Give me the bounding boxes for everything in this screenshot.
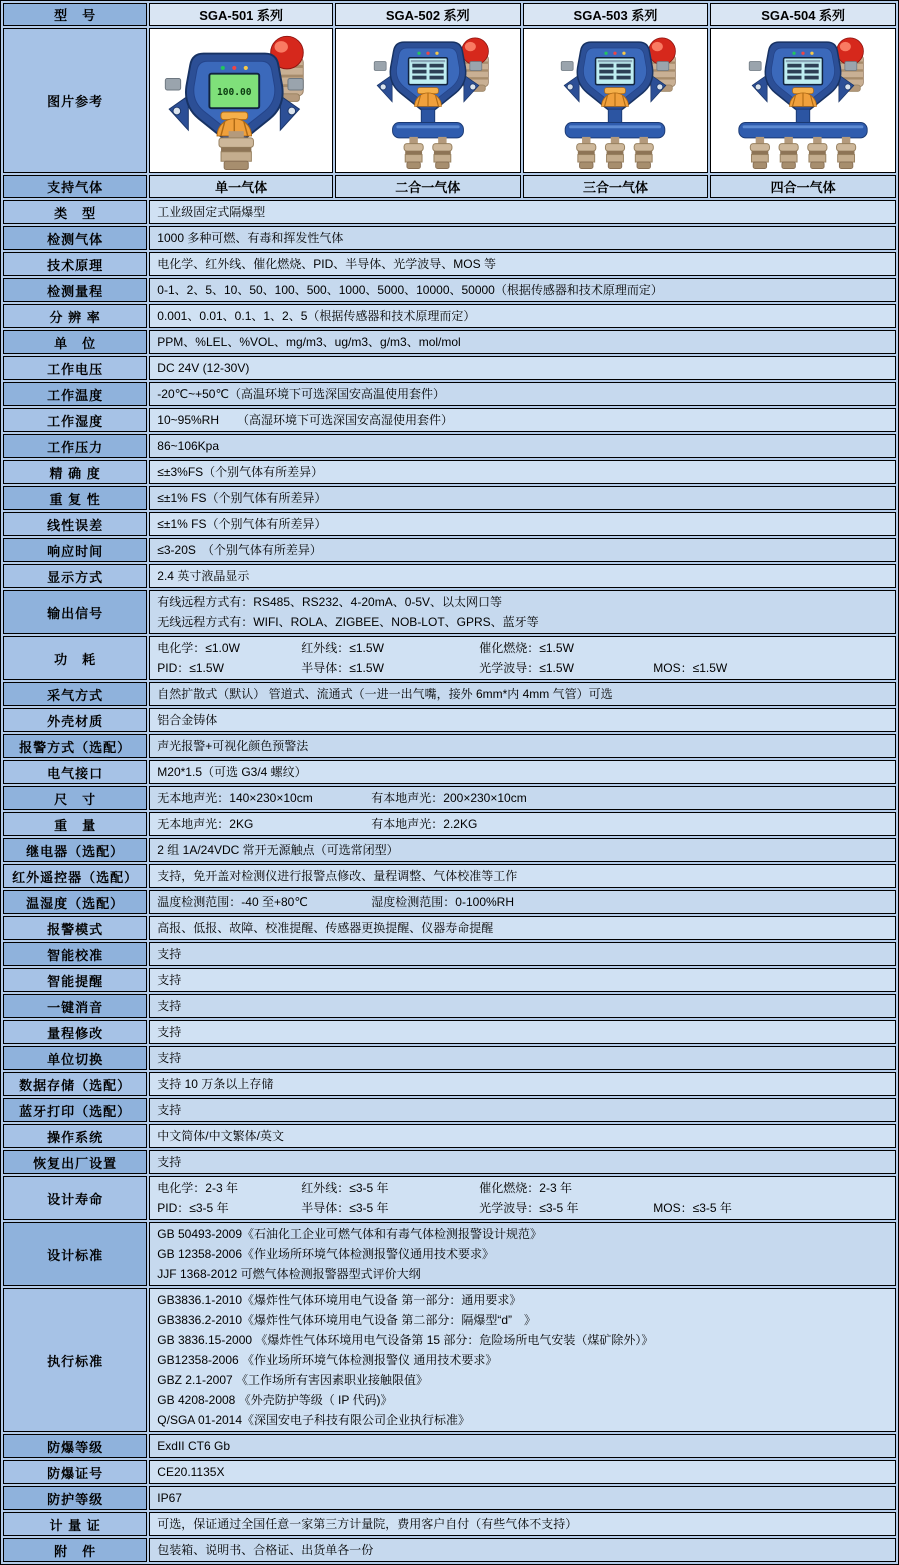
row-label: 防护等级 [3,1486,147,1510]
row-label: 工作湿度 [3,408,147,432]
spec-value-segment: 包装箱、说明书、合格证、出货单各一份 [157,1543,374,1557]
row-label: 输出信号 [3,590,147,634]
spec-value-segment: 支持，免开盖对检测仪进行报警点修改、量程调整、气体校准等工作 [157,869,518,883]
row-label: 防爆等级 [3,1434,147,1458]
table-row [3,1460,896,1484]
spec-value-segment: ≤±3%FS（个别气体有所差异） [157,465,324,479]
spec-value [149,890,896,914]
row-label: 工作压力 [3,434,147,458]
spec-value-segment: 红外线：≤1.5W [301,641,384,655]
spec-value [149,226,896,250]
spec-value-line [157,840,888,860]
spec-value-line [157,944,888,964]
table-row [3,1486,896,1510]
product-image-cell [523,28,709,173]
gas-type: 二合一气体 [335,175,521,198]
row-label: 单 位 [3,330,147,354]
row-label: 蓝牙打印（选配） [3,1098,147,1122]
spec-value-segment: 0.001、0.01、0.1、1、2、5（根据传感器和技术原理而定） [157,309,476,323]
row-label: 设计寿命 [3,1176,147,1220]
row-label: 操作系统 [3,1124,147,1148]
spec-value-line [157,332,888,352]
row-label: 红外遥控器（选配） [3,864,147,888]
spec-value-segment: GB12358-2006 《作业场所环境气体检测报警仪 通用技术要求》 [157,1353,498,1367]
spec-value-line [157,638,888,658]
spec-value-segment: 支持 [157,1051,182,1065]
table-row [3,1046,896,1070]
spec-value [149,1124,896,1148]
spec-value-line [157,358,888,378]
row-label: 检测量程 [3,278,147,302]
spec-value [149,1098,896,1122]
table-row [3,1072,896,1096]
spec-value-segment: 有本地声光：2.2KG [371,817,478,831]
table-row [3,942,896,966]
spec-value [149,564,896,588]
spec-value-segment: 高报、低报、故障、校准提醒、传感器更换提醒、仪器寿命提醒 [157,921,494,935]
spec-value-segment: 电化学、红外线、催化燃烧、PID、半导体、光学波导、MOS 等 [157,257,496,271]
model-header: SGA-501 系列 [149,3,333,26]
spec-value [149,1020,896,1044]
spec-value-line [157,1290,888,1310]
spec-value [149,994,896,1018]
spec-value [149,382,896,406]
spec-value-segment: -20℃~+50℃（高温环境下可选深国安高温使用套件） [157,387,445,401]
row-label: 恢复出厂设置 [3,1150,147,1174]
row-label: 继电器（选配） [3,838,147,862]
spec-value [149,512,896,536]
spec-value-segment: GB 50493-2009《石油化工企业可燃气体和有毒气体检测报警设计规范》 [157,1227,543,1241]
spec-value [149,734,896,758]
gas-sensor [837,137,856,169]
spec-value-segment: 0-1、2、5、10、50、100、500、1000、5000、10000、50000（根据传感器和技术原理而定） [157,283,663,297]
table-row [3,252,896,276]
spec-value-segment: 声光报警+可视化颜色预警法 [157,739,309,753]
spec-value-line [157,1410,888,1430]
spec-value-line [157,1198,888,1218]
spec-value-line [157,866,888,886]
spec-value [149,460,896,484]
spec-value [149,278,896,302]
spec-value-segment: 支持 [157,999,182,1013]
gas-sensor [433,137,452,169]
row-label: 温湿度（选配） [3,890,147,914]
product-image-cell [335,28,521,173]
row-label-model: 型 号 [3,3,147,26]
spec-value [149,1222,896,1286]
table-row [3,356,896,380]
spec-value-segment: 2.4 英寸液晶显示 [157,569,250,583]
gas-type: 单一气体 [149,175,333,198]
spec-value-segment: 中文简体/中文繁体/英文 [157,1129,284,1143]
spec-value [149,1072,896,1096]
row-label: 精 确 度 [3,460,147,484]
spec-value [149,968,896,992]
spec-value [149,252,896,276]
row-label: 一键消音 [3,994,147,1018]
spec-value [149,636,896,680]
spec-value-line [157,1488,888,1508]
spec-value [149,538,896,562]
spec-value-segment: ≤±1% FS（个别气体有所差异） [157,517,327,531]
spec-value-line [157,1022,888,1042]
table-row [3,512,896,536]
spec-value [149,812,896,836]
spec-value-segment: GBZ 2.1-2007 《工作场所有害因素职业接触限值》 [157,1373,429,1387]
spec-value-line [157,540,888,560]
spec-value-line [157,710,888,730]
row-label: 类 型 [3,200,147,224]
spec-value [149,682,896,706]
table-row [3,890,896,914]
spec-value-segment: ≤3-20S （个别气体有所差异） [157,543,322,557]
spec-value-line [157,566,888,586]
spec-value [149,1512,896,1536]
table-row [3,278,896,302]
spec-value-line [157,1540,888,1560]
table-row [3,1512,896,1536]
spec-value-line [157,1100,888,1120]
spec-value-segment: GB 4208-2008 《外壳防护等级（ IP 代码)》 [157,1393,393,1407]
row-label: 报警方式（选配） [3,734,147,758]
row-label: 智能校准 [3,942,147,966]
spec-value-segment: MOS：≤3-5 年 [653,1201,732,1215]
spec-value-segment: MOS：≤1.5W [653,661,728,675]
spec-value-line [157,462,888,482]
spec-value-segment: GB3836.1-2010《爆炸性气体环境用电气设备 第一部分：通用要求》 [157,1293,522,1307]
row-label: 电气接口 [3,760,147,784]
spec-value-segment: 可选，保证通过全国任意一家第三方计量院，费用客户自付（有些气体不支持） [157,1517,578,1531]
spec-value-segment: 2 组 1A/24VDC 常开无源触点（可选常闭型） [157,843,399,857]
row-label: 技术原理 [3,252,147,276]
spec-value-line [157,1244,888,1264]
spec-value-segment: 1000 多种可燃、有毒和挥发性气体 [157,231,344,245]
spec-value-segment: 电化学：2-3 年 [157,1181,238,1195]
spec-value [149,864,896,888]
row-label: 重 量 [3,812,147,836]
spec-value-segment: 有线远程方式有：RS485、RS232、4-20mA、0-5V、以太网口等 [157,595,503,609]
detector-illustration [337,29,519,172]
spec-value-segment: 红外线：≤3-5 年 [301,1181,389,1195]
gas-sensor [635,137,654,169]
table-row [3,200,896,224]
spec-value-segment: IP67 [157,1491,182,1505]
spec-value-line [157,1264,888,1284]
spec-value-segment: 支持 [157,1025,182,1039]
spec-value-line [157,736,888,756]
table-row [3,434,896,458]
spec-value-line [157,658,888,678]
table-row [3,1222,896,1286]
table-row [3,636,896,680]
spec-value-segment: 86~106Kpa [157,439,220,453]
spec-value-line [157,306,888,326]
spec-value-line [157,996,888,1016]
gas-type: 四合一气体 [710,175,896,198]
spec-value-line [157,1514,888,1534]
gas-sensor [779,137,798,169]
spec-value-line [157,202,888,222]
spec-value-segment: 无本地声光：2KG [157,817,254,831]
spec-value-line [157,612,888,632]
spec-value-segment: PID：≤3-5 年 [157,1201,229,1215]
table-row [3,175,896,198]
spec-value-line [157,1310,888,1330]
spec-value [149,486,896,510]
table-row [3,682,896,706]
model-header: SGA-503 系列 [523,3,709,26]
table-row [3,994,896,1018]
spec-value [149,356,896,380]
spec-value-line [157,684,888,704]
table-row [3,1124,896,1148]
spec-value-segment: 支持 [157,1155,182,1169]
row-label: 报警模式 [3,916,147,940]
spec-value-line [157,228,888,248]
row-label: 显示方式 [3,564,147,588]
row-label: 单位切换 [3,1046,147,1070]
spec-value-segment: 无本地声光：140×230×10cm [157,791,313,805]
spec-value-segment: 催化燃烧：≤1.5W [479,641,574,655]
spec-value [149,1176,896,1220]
row-label: 数据存储（选配） [3,1072,147,1096]
table-row [3,226,896,250]
table-row [3,1288,896,1432]
table-row [3,408,896,432]
product-image-cell [710,28,896,173]
row-label: 智能提醒 [3,968,147,992]
row-label: 响应时间 [3,538,147,562]
gas-sensor [577,137,596,169]
table-row [3,28,896,173]
spec-value-segment: 无线远程方式有：WIFI、ROLA、ZIGBEE、NOB-LOT、GPRS、蓝牙等 [157,615,539,629]
svg-text:100.00: 100.00 [217,86,252,98]
table-row [3,590,896,634]
row-label: 分 辨 率 [3,304,147,328]
detector-illustration [712,29,894,172]
spec-value-segment: 温度检测范围：-40 至+80℃ [157,895,308,909]
row-label-gas: 支持气体 [3,175,147,198]
table-row [3,864,896,888]
table-row [3,838,896,862]
spec-value-segment: 催化燃烧：2-3 年 [479,1181,572,1195]
spec-value-segment: 工业级固定式隔爆型 [157,205,266,219]
row-label: 计 量 证 [3,1512,147,1536]
table-row [3,1150,896,1174]
spec-value-line [157,918,888,938]
spec-value-line [157,280,888,300]
spec-value-segment: DC 24V (12-30V) [157,361,250,375]
table-row [3,486,896,510]
spec-value [149,838,896,862]
row-label: 外壳材质 [3,708,147,732]
spec-value-line [157,254,888,274]
spec-value-segment: ExdII CT6 Gb [157,1439,230,1453]
spec-value-line [157,514,888,534]
spec-value [149,916,896,940]
row-label-image: 图片参考 [3,28,147,173]
spec-value [149,942,896,966]
spec-value-line [157,436,888,456]
spec-value-line [157,488,888,508]
product-image-cell [149,28,333,173]
row-label: 执行标准 [3,1288,147,1432]
spec-value [149,1150,896,1174]
spec-value [149,1046,896,1070]
gas-sensor [404,137,423,169]
spec-value-segment: GB3836.2-2010《爆炸性气体环境用电气设备 第二部分：隔爆型“d” 》 [157,1313,537,1327]
spec-value-line [157,970,888,990]
spec-value-line [157,1178,888,1198]
detector-illustration [150,29,332,172]
spec-value-line [157,1370,888,1390]
table-row [3,3,896,26]
spec-value-line [157,814,888,834]
spec-value [149,1486,896,1510]
spec-value [149,786,896,810]
spec-value [149,760,896,784]
spec-value-line [157,1330,888,1350]
spec-value-line [157,1152,888,1172]
detector-illustration [524,29,706,172]
spec-value-segment: 铝合金铸体 [157,713,218,727]
spec-value-segment: 电化学：≤1.0W [157,641,240,655]
gas-sensor [750,137,769,169]
spec-value-segment: 支持 [157,973,182,987]
spec-value-line [157,1074,888,1094]
spec-value-line [157,1462,888,1482]
spec-value-segment: 10~95%RH （高湿环境下可选深国安高湿使用套件） [157,413,454,427]
table-row [3,304,896,328]
table-row [3,564,896,588]
table-row [3,1538,896,1562]
row-label: 工作温度 [3,382,147,406]
table-row [3,708,896,732]
spec-value [149,1288,896,1432]
row-label: 检测气体 [3,226,147,250]
spec-value-line [157,1224,888,1244]
gas-type: 三合一气体 [523,175,709,198]
spec-value-segment: M20*1.5（可选 G3/4 螺纹） [157,765,307,779]
spec-value-line [157,410,888,430]
spec-value [149,1460,896,1484]
spec-value-line [157,384,888,404]
spec-value-line [157,592,888,612]
spec-value-segment: GB 3836.15-2000 《爆炸性气体环境用电气设备第 15 部分：危险场所电气安装（煤矿除外）》 [157,1333,654,1347]
spec-value-line [157,892,888,912]
spec-value-line [157,1436,888,1456]
table-row [3,460,896,484]
spec-value-segment: 支持 [157,1103,182,1117]
model-header: SGA-502 系列 [335,3,521,26]
table-row [3,1020,896,1044]
table-row [3,786,896,810]
row-label: 防爆证号 [3,1460,147,1484]
spec-value-segment: ≤±1% FS（个别气体有所差异） [157,491,327,505]
spec-value [149,304,896,328]
spec-value [149,708,896,732]
spec-value-line [157,762,888,782]
table-row [3,382,896,406]
spec-value-segment: 半导体：≤3-5 年 [301,1201,389,1215]
spec-value [149,590,896,634]
spec-value [149,1434,896,1458]
spec-value-segment: 光学波导：≤1.5W [479,661,574,675]
spec-value [149,330,896,354]
table-row [3,916,896,940]
spec-value-segment: JJF 1368-2012 可燃气体检测报警器型式评价大纲 [157,1267,421,1281]
table-row [3,1098,896,1122]
row-label: 功 耗 [3,636,147,680]
spec-value-segment: 支持 10 万条以上存储 [157,1077,274,1091]
gas-sensor [808,137,827,169]
row-label: 量程修改 [3,1020,147,1044]
spec-value-segment: 光学波导：≤3-5 年 [479,1201,579,1215]
table-row [3,812,896,836]
table-row [3,538,896,562]
spec-value-segment: 半导体：≤1.5W [301,661,384,675]
spec-value [149,408,896,432]
spec-value-segment: Q/SGA 01-2014《深国安电子科技有限公司企业执行标准》 [157,1413,471,1427]
spec-value-line [157,788,888,808]
spec-value-segment: GB 12358-2006《作业场所环境气体检测报警仪通用技术要求》 [157,1247,495,1261]
spec-value [149,200,896,224]
row-label: 附 件 [3,1538,147,1562]
gas-sensor [606,137,625,169]
table-row [3,968,896,992]
spec-value-segment: CE20.1135X [157,1465,225,1479]
table-row [3,1434,896,1458]
spec-value-line [157,1048,888,1068]
row-label: 采气方式 [3,682,147,706]
table-row [3,1176,896,1220]
spec-value [149,1538,896,1562]
spec-value-line [157,1390,888,1410]
row-label: 设计标准 [3,1222,147,1286]
spec-value-segment: 支持 [157,947,182,961]
row-label: 尺 寸 [3,786,147,810]
spec-value-line [157,1126,888,1146]
row-label: 工作电压 [3,356,147,380]
spec-value-segment: 湿度检测范围：0-100%RH [371,895,514,909]
spec-value-segment: 自然扩散式（默认） 管道式、流通式（一进一出气嘴，接外 6mm*内 4mm 气管）可选 [157,687,613,701]
spec-value [149,434,896,458]
table-row [3,760,896,784]
table-row [3,330,896,354]
table-row [3,734,896,758]
spec-value-line [157,1350,888,1370]
spec-value-segment: PPM、%LEL、%VOL、mg/m3、ug/m3、g/m3、mol/mol [157,335,461,349]
row-label: 线性误差 [3,512,147,536]
spec-value-segment: PID：≤1.5W [157,661,224,675]
spec-value-segment: 有本地声光：200×230×10cm [371,791,527,805]
row-label: 重 复 性 [3,486,147,510]
model-header: SGA-504 系列 [710,3,896,26]
